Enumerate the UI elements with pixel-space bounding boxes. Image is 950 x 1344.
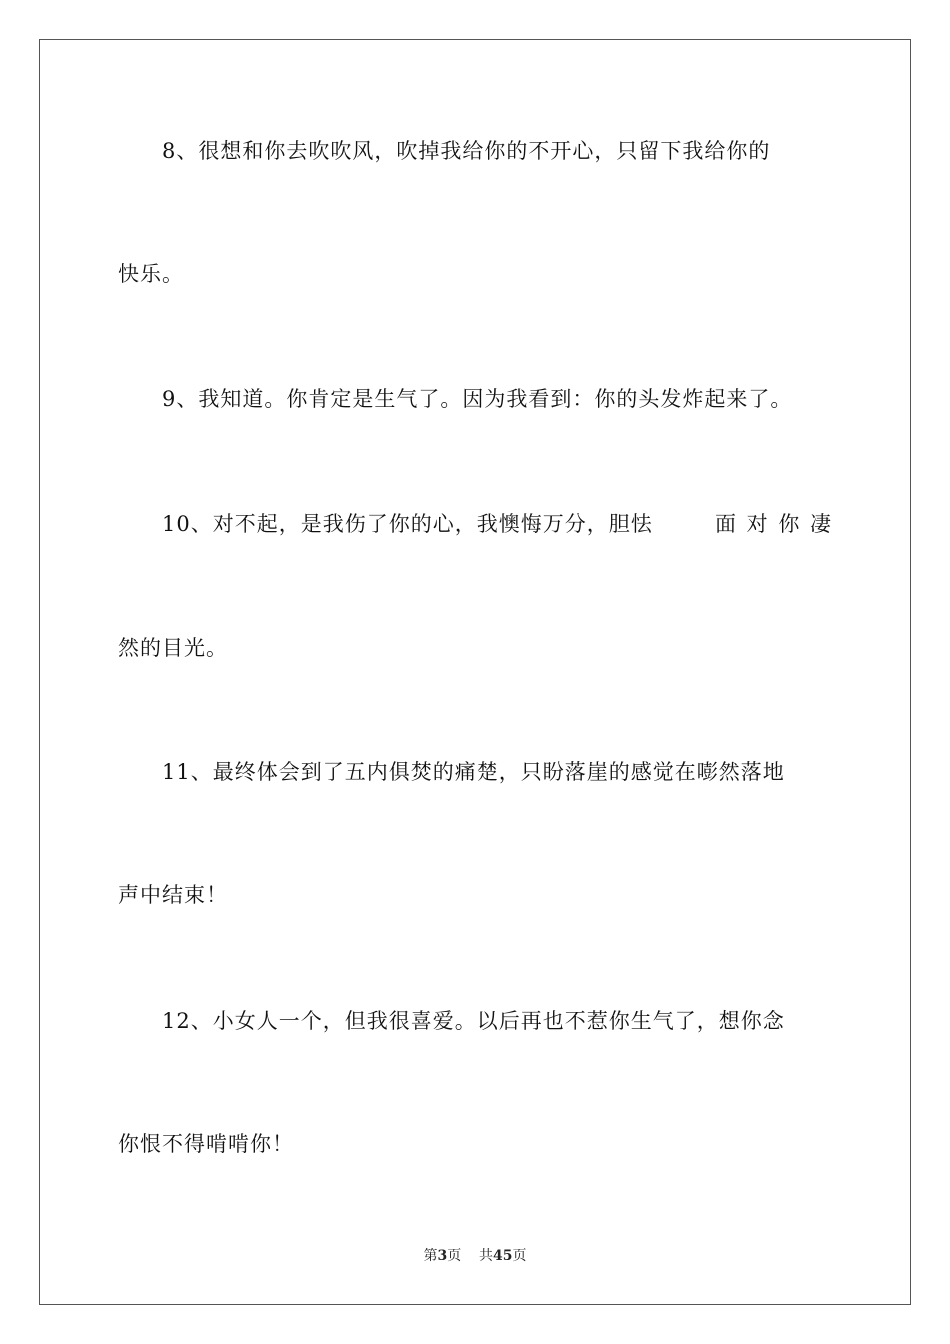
paragraph-8-line-1: 8、很想和你去吹吹风，吹掉我给你的不开心，只留下我给你的	[162, 139, 771, 163]
paragraph-12-line-2: 你恨不得啃啃你！	[118, 1132, 294, 1156]
paragraph-10-line-1-start: 10、对不起，是我伤了你的心，我懊悔万分，胆怯	[162, 512, 653, 536]
footer-page-suffix: 页	[447, 1248, 462, 1264]
paragraph-11-line-2: 声中结束！	[118, 883, 228, 907]
paragraph-10-line-1	[162, 509, 833, 539]
footer-total-prefix: 共	[479, 1248, 494, 1264]
page-border	[39, 39, 911, 1305]
paragraph-12-line-1: 12、小女人一个，但我很喜爱。以后再也不惹你生气了，想你念	[162, 1009, 785, 1033]
paragraph-11-line-1: 11、最终体会到了五内俱焚的痛楚，只盼落崖的感觉在嘭然落地	[162, 760, 785, 784]
footer-page-number: 3	[437, 1248, 448, 1264]
footer-total-suffix: 页	[512, 1248, 527, 1264]
paragraph-9-line-1: 9、我知道。你肯定是生气了。因为我看到：你的头发炸起来了。	[162, 387, 793, 411]
footer-page-prefix: 第	[423, 1248, 438, 1264]
paragraph-10-line-1-end: 面 对 你 凄	[714, 512, 833, 536]
paragraph-8-line-2: 快乐。	[118, 262, 184, 286]
page-footer	[0, 1246, 950, 1266]
footer-total-number: 45	[493, 1248, 513, 1264]
paragraph-10-line-2: 然的目光。	[118, 636, 228, 660]
